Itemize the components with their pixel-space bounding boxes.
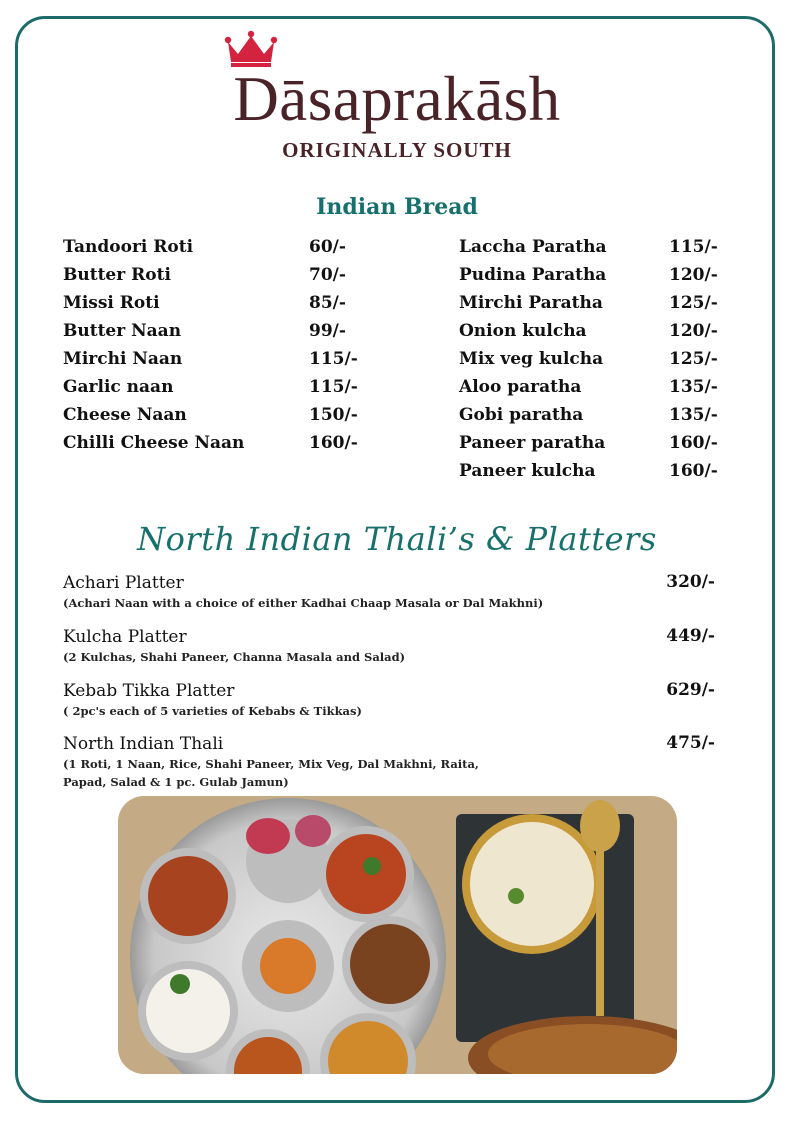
item-name: Tandoori Roti (63, 237, 194, 257)
item-name: Cheese Naan (63, 405, 187, 425)
menu-item (459, 377, 729, 405)
platter-description: (1 Roti, 1 Naan, Rice, Shahi Paneer, Mix Veg, Dal Makhni, Raita, Papad, Salad & 1 pc. Gulab Jamun) (63, 757, 479, 789)
item-price: 115/- (669, 237, 718, 257)
menu-item (63, 349, 363, 377)
platter-price: 320/- (666, 572, 715, 592)
brand-logo: Dāsaprakāsh (233, 64, 561, 134)
item-name: Paneer paratha (459, 433, 606, 453)
crown-icon (224, 30, 278, 68)
item-name: Paneer kulcha (459, 461, 596, 481)
menu-item (63, 405, 363, 433)
menu-item (459, 433, 729, 461)
menu-item (63, 433, 363, 461)
platter-description: (2 Kulchas, Shahi Paneer, Channa Masala and Salad) (63, 650, 406, 664)
item-name: Pudina Paratha (459, 265, 607, 285)
platter-price: 629/- (666, 680, 715, 700)
item-name: Laccha Paratha (459, 237, 607, 257)
item-name: Mirchi Naan (63, 349, 183, 369)
item-price: 115/- (309, 349, 358, 369)
platter-name: Kebab Tikka Platter (63, 681, 235, 701)
thali-photo (118, 796, 677, 1074)
item-price: 135/- (669, 405, 718, 425)
item-name: Gobi paratha (459, 405, 584, 425)
item-name: Onion kulcha (459, 321, 587, 341)
menu-item (459, 405, 729, 433)
menu-item (459, 349, 729, 377)
menu-item (63, 321, 363, 349)
platter-item (63, 680, 723, 733)
platter-item (63, 733, 723, 791)
menu-item (459, 461, 729, 489)
bread-list-right (459, 237, 729, 489)
platter-description: (Achari Naan with a choice of either Kadhai Chaap Masala or Dal Makhni) (63, 596, 544, 610)
menu-item (459, 293, 729, 321)
menu-item (63, 237, 363, 265)
bread-list-left (63, 237, 363, 461)
item-name: Butter Roti (63, 265, 171, 285)
brand-tagline: ORIGINALLY SOUTH (282, 138, 512, 162)
platter-item (63, 572, 723, 626)
menu-item (459, 321, 729, 349)
item-price: 150/- (309, 405, 358, 425)
item-price: 60/- (309, 237, 346, 257)
item-name: Garlic naan (63, 377, 174, 397)
platter-description: ( 2pc's each of 5 varieties of Kebabs & Tikkas) (63, 704, 362, 718)
item-price: 160/- (669, 433, 718, 453)
item-price: 135/- (669, 377, 718, 397)
item-price: 120/- (669, 265, 718, 285)
item-name: Mirchi Paratha (459, 293, 603, 313)
item-price: 125/- (669, 293, 718, 313)
platter-price: 475/- (666, 733, 715, 753)
menu-item (63, 293, 363, 321)
menu-item (63, 265, 363, 293)
platter-item (63, 626, 723, 680)
item-price: 70/- (309, 265, 346, 285)
thali-heading: North Indian Thali’s & Platters (137, 520, 657, 558)
platter-name: Achari Platter (63, 573, 184, 593)
indian-bread-heading: Indian Bread (316, 194, 478, 220)
menu-item (459, 265, 729, 293)
platter-price: 449/- (666, 626, 715, 646)
platter-list (63, 572, 723, 791)
item-price: 85/- (309, 293, 346, 313)
item-name: Butter Naan (63, 321, 182, 341)
item-price: 160/- (669, 461, 718, 481)
item-name: Mix veg kulcha (459, 349, 604, 369)
item-price: 125/- (669, 349, 718, 369)
platter-name: Kulcha Platter (63, 627, 187, 647)
item-name: Chilli Cheese Naan (63, 433, 245, 453)
item-name: Missi Roti (63, 293, 160, 313)
item-price: 115/- (309, 377, 358, 397)
item-price: 99/- (309, 321, 346, 341)
menu-item (63, 377, 363, 405)
item-name: Aloo paratha (459, 377, 582, 397)
item-price: 120/- (669, 321, 718, 341)
item-price: 160/- (309, 433, 358, 453)
platter-name: North Indian Thali (63, 734, 224, 754)
menu-item (459, 237, 729, 265)
